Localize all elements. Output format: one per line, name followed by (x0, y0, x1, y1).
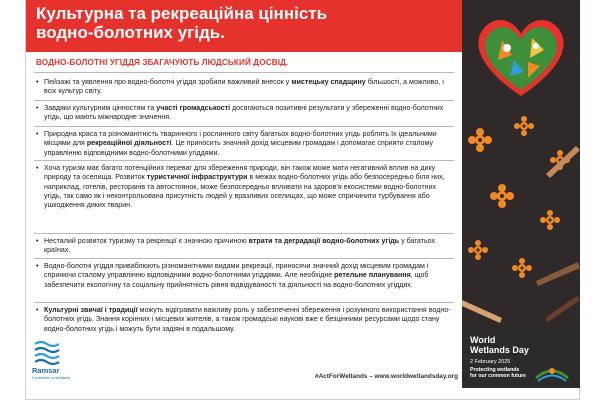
divider (34, 72, 454, 73)
bullet-icon: • (36, 104, 39, 112)
bullet-icon: • (36, 262, 39, 270)
divider (34, 233, 454, 234)
page-subtitle: ВОДНО-БОЛОТНІ УГІДДЯ ЗБАГАЧУЮТЬ ЛЮДСЬКИЙ ДОСВІД. (36, 58, 289, 67)
bullet-icon: • (36, 306, 39, 314)
bullet-item: • Завдяки культурним цінностям та участі громадськості досягаються позитивні результати у збереженні водно-болотних угідь, що мають міжнародне значення. (36, 104, 444, 122)
divider (34, 100, 454, 101)
divider (34, 160, 454, 161)
wwd-theme: Protecting wetlands for our common future (470, 367, 526, 379)
bullet-item: • Культурні звичаї і традиції можуть відігравати важливу роль у забезпеченні збереження і розумного використання водно-болотних угідь. Знання корінних і місцевих жителів, а також громадські наукові вже є безцінними ресурсами щодо стану водно-болотних угідь і можуть бути задіяні в подальшому. (36, 306, 451, 333)
decorative-artwork (462, 0, 580, 328)
divider (34, 258, 454, 259)
title-line-1: Культурна та рекреаційна цінність (36, 4, 328, 23)
ramsar-subtitle: Convention on Wetlands (32, 376, 71, 380)
wetland-logo-icon (532, 362, 572, 384)
ramsar-wordmark: Ramsar (32, 366, 60, 375)
bullet-item: • Несталий розвиток туризму та рекреації є значною причиною втрати та деградації водно-болотних угідь у багатьох країнах. (36, 237, 436, 255)
bullet-icon: • (36, 130, 39, 138)
page-title (36, 4, 456, 42)
wwd-date: 2 February 2025 (470, 359, 511, 365)
ramsar-logo (32, 336, 71, 384)
wwd-title: World Wetlands Day (470, 335, 529, 355)
world-wetlands-day-badge (462, 328, 580, 388)
divider (34, 302, 454, 303)
wetland-illustration-icon (462, 0, 580, 328)
bullet-item: • Пейзажі та уявлення про водно-болотні угіддя зробили важливий внесок у мистецьку спадщину більшості, а можливо, і всіх культур світу. (36, 78, 444, 96)
bullet-item: • Природна краса та різноманітність тваринного і рослинного світу багатьох водно-болотних угідь роблять їх ідеальними місцями для рекреаційної діяльності. Це приносить значний дохід місцевим громадам і допомагає сприяти сталому управлінню відповідними водно-болотними угіддями. (36, 130, 437, 157)
footer-hashtag-link[interactable]: #ActForWetlands – www.worldwetlandsday.org (315, 373, 458, 380)
divider (34, 126, 454, 127)
title-line-2: водно-болотних угідь. (36, 23, 225, 42)
bullet-icon: • (36, 237, 39, 245)
bullet-icon: • (36, 78, 39, 86)
bullet-item: • Хоча туризм має багато потенційних переваг для збереження природи, він також може мати негативний вплив на дику природу та оселища. Розвиток туристичної інфраструктури в межах водно-болотних угідь або безпосередньо біля них, наприклад, готелів, ресторанів та автостоянок, може безпосередньо впливати на здоров'я екосистеми водно-болотних угідь, так само як і неконтрольована присутність людей у вразливих оселищах, що може спричинити турбування або ушкодження диких тварин. (36, 164, 445, 210)
bullet-icon: • (36, 164, 39, 172)
bullet-item: • Водно-болотні угіддя приваблюють різноманітними видами рекреації, приносячи значний дохід місцевим громадам і сприяючи сталому управлінню відповідними водно-болотними угіддями. Але необхідне ретельне планування, щоб забезпечити екологічну та соціальну прийнятність рівня відвідуваності та діяльності на водно-болотних угіддях. (36, 262, 429, 289)
title-banner (26, 0, 462, 52)
ramsar-waves-icon (32, 336, 66, 366)
